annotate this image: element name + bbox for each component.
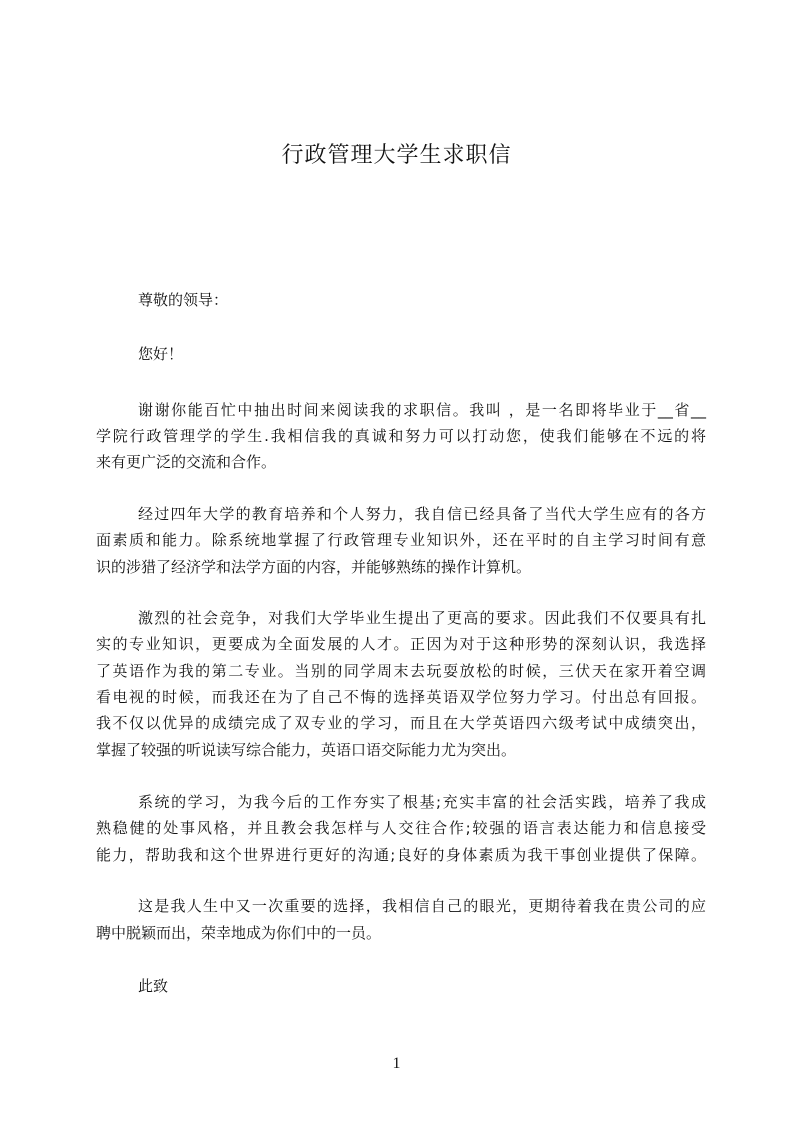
page-title: 行政管理大学生求职信 (281, 143, 512, 168)
paragraph-line: 聘中脱颖而出，荣幸地成为你们中的一员。 (96, 924, 382, 942)
paragraph-line: 能力，帮助我和这个世界进行更好的沟通;良好的身体素质为我干事创业提供了保障。 (96, 846, 706, 864)
page-number: 1 (392, 1055, 401, 1072)
paragraph-line: 系统的学习，为我今后的工作夯实了根基;充实丰富的社会活实践，培养了我成 (138, 793, 706, 811)
paragraph-line: 来有更广泛的交流和合作。 (96, 453, 277, 471)
paragraph-line: 我不仅以优异的成绩完成了双专业的学习，而且在大学英语四六级考试中成绩突出， (96, 714, 706, 732)
greeting: 您好！ (138, 345, 184, 363)
paragraph-line: 了英语作为我的第二专业。当别的同学周末去玩耍放松的时候，三伏天在家开着空调 (96, 662, 706, 680)
paragraph-line: 谢谢你能百忙中抽出时间来阅读我的求职信。我叫 ，是一名即将毕业于__省__ (138, 401, 706, 419)
paragraph-line: 实的专业知识，更要成为全面发展的人才。正因为对于这种形势的深刻认识，我选择 (96, 635, 706, 653)
paragraph-line: 学院行政管理学的学生.我相信我的真诚和努力可以打动您，使我们能够在不远的将 (96, 427, 706, 445)
paragraph-line: 面素质和能力。除系统地掌握了行政管理专业知识外，还在平时的自主学习时间有意 (96, 531, 706, 549)
paragraph-line: 激烈的社会竞争，对我们大学毕业生提出了更高的要求。因此我们不仅要具有扎 (138, 609, 706, 627)
paragraph-line: 掌握了较强的听说读写综合能力，英语口语交际能力尤为突出。 (96, 741, 517, 759)
paragraph-line: 经过四年大学的教育培养和个人努力，我自信已经具备了当代大学生应有的各方 (138, 505, 706, 523)
paragraph-line: 熟稳健的处事风格，并且教会我怎样与人交往合作;较强的语言表达能力和信息接受 (96, 819, 706, 837)
salutation: 尊敬的领导： (138, 291, 229, 309)
closing: 此致 (138, 977, 169, 995)
paragraph-line: 这是我人生中又一次重要的选择，我相信自己的眼光，更期待着我在贵公司的应 (138, 897, 706, 915)
paragraph-line: 看电视的时候，而我还在为了自己不悔的选择英语双学位努力学习。付出总有回报。 (96, 688, 706, 706)
paragraph-line: 识的涉猎了经济学和法学方面的内容，并能够熟练的操作计算机。 (96, 558, 532, 576)
